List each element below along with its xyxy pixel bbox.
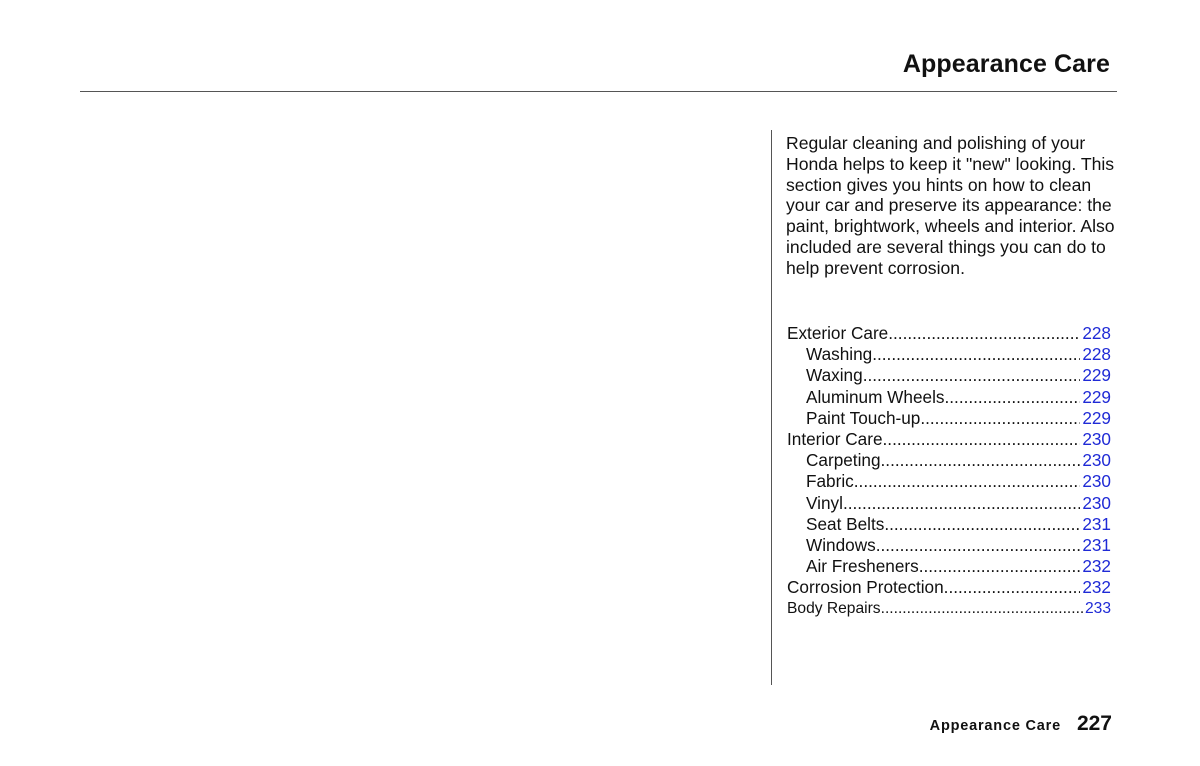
toc-entry-label: Corrosion Protection xyxy=(787,577,944,598)
column-divider xyxy=(771,130,772,685)
toc-leader-dots xyxy=(881,450,1081,471)
toc-entry-aluminum-wheels[interactable] xyxy=(787,387,1111,408)
table-of-contents xyxy=(787,323,1111,620)
toc-page-link[interactable]: 231 xyxy=(1082,513,1111,534)
toc-leader-dots xyxy=(919,556,1081,577)
page-number: 227 xyxy=(1076,712,1112,735)
toc-entry-label: Seat Belts xyxy=(806,513,885,534)
toc-entry-corrosion-protection[interactable] xyxy=(787,577,1111,598)
toc-entry-label: Aluminum Wheels xyxy=(806,386,945,407)
toc-leader-dots xyxy=(920,408,1080,429)
toc-entry-body-repairs[interactable] xyxy=(787,598,1111,619)
toc-page-link[interactable]: 228 xyxy=(1082,323,1111,343)
toc-page-link[interactable]: 230 xyxy=(1082,450,1111,471)
toc-page-link[interactable]: 233 xyxy=(1084,600,1111,618)
toc-leader-dots xyxy=(843,493,1080,514)
toc-leader-dots xyxy=(883,429,1081,450)
toc-page-link[interactable]: 229 xyxy=(1082,407,1111,428)
toc-page-link[interactable]: 230 xyxy=(1082,471,1111,492)
toc-entry-label: Carpeting xyxy=(806,450,881,471)
toc-leader-dots xyxy=(884,514,1080,535)
toc-entry-label: Washing xyxy=(806,344,873,365)
toc-entry-label: Windows xyxy=(806,534,876,555)
footer-section-title: Appearance Care xyxy=(929,718,1061,734)
toc-page-link[interactable]: 229 xyxy=(1082,386,1111,407)
toc-page-link[interactable]: 228 xyxy=(1082,344,1111,365)
toc-entry-label: Paint Touch-up xyxy=(806,407,921,428)
toc-leader-dots xyxy=(944,577,1081,598)
toc-entry-vinyl[interactable] xyxy=(787,493,1111,514)
toc-entry-air-fresheners[interactable] xyxy=(787,556,1111,577)
title-divider xyxy=(80,91,1117,92)
toc-page-link[interactable]: 230 xyxy=(1082,492,1111,513)
toc-entry-exterior-care[interactable] xyxy=(787,323,1111,344)
toc-leader-dots xyxy=(876,535,1081,556)
toc-entry-waxing[interactable] xyxy=(787,365,1111,386)
toc-leader-dots xyxy=(888,323,1080,344)
page-footer xyxy=(930,712,1112,736)
toc-entry-label: Exterior Care xyxy=(787,323,889,343)
toc-entry-label: Air Fresheners xyxy=(806,556,919,577)
toc-entry-seat-belts[interactable] xyxy=(787,514,1111,535)
toc-leader-dots xyxy=(881,598,1083,619)
toc-entry-interior-care[interactable] xyxy=(787,429,1111,450)
toc-entry-label: Body Repairs xyxy=(787,600,881,618)
toc-entry-label: Interior Care xyxy=(787,428,883,449)
toc-page-link[interactable]: 230 xyxy=(1082,428,1111,449)
toc-page-link[interactable]: 232 xyxy=(1082,556,1111,577)
toc-page-link[interactable]: 229 xyxy=(1082,365,1111,386)
toc-page-link[interactable]: 232 xyxy=(1082,577,1111,598)
toc-leader-dots xyxy=(872,344,1080,365)
toc-leader-dots xyxy=(854,471,1081,492)
toc-page-link[interactable]: 231 xyxy=(1082,534,1111,555)
toc-entry-label: Fabric xyxy=(806,471,854,492)
toc-entry-paint-touch-up[interactable] xyxy=(787,408,1111,429)
toc-entry-label: Vinyl xyxy=(806,492,843,513)
page-title: Appearance Care xyxy=(902,50,1110,78)
toc-entry-fabric[interactable] xyxy=(787,471,1111,492)
toc-entry-label: Waxing xyxy=(806,365,863,386)
toc-entry-windows[interactable] xyxy=(787,535,1111,556)
toc-leader-dots xyxy=(945,387,1081,408)
toc-entry-carpeting[interactable] xyxy=(787,450,1111,471)
toc-leader-dots xyxy=(863,365,1081,386)
toc-entry-washing[interactable] xyxy=(787,344,1111,365)
intro-paragraph: Regular cleaning and polishing of your Honda helps to keep it "new" looking. This section gives you hints on how to clean your car and preserve its appearance: the paint, brightwork, wheels and interior. Also included are several things you can do to help prevent corrosion. xyxy=(786,133,1115,278)
